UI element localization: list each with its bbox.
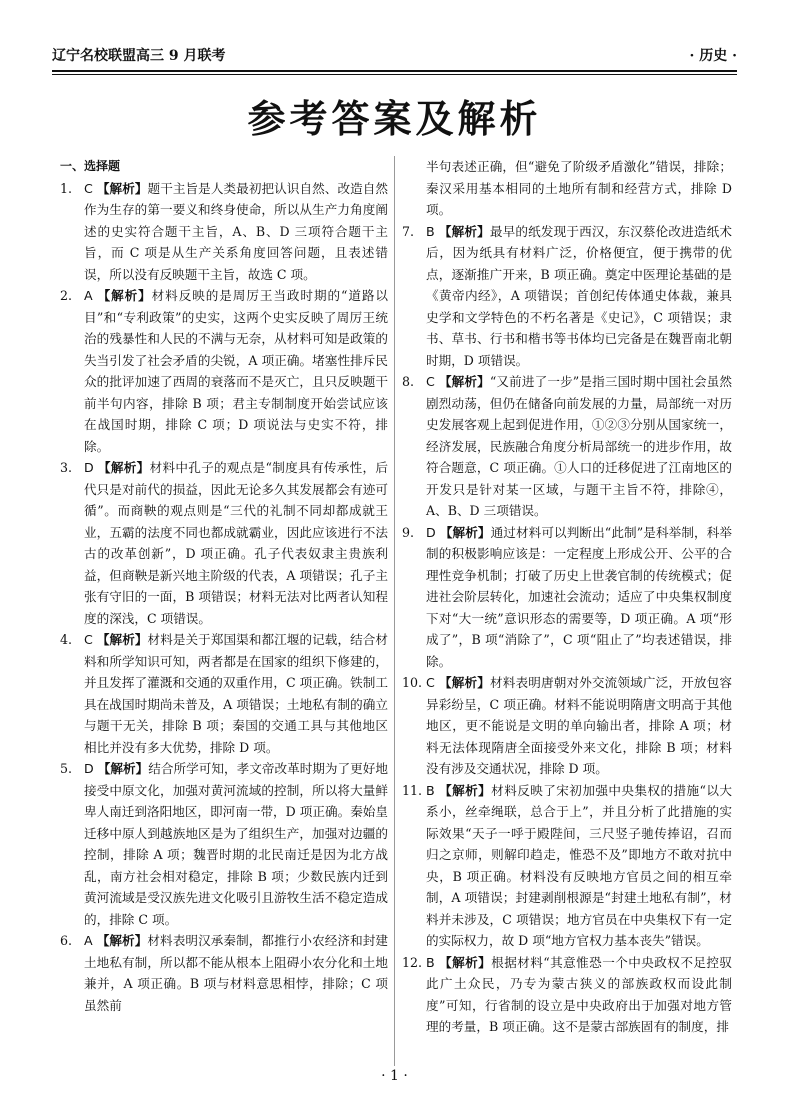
page-number: · 1 · xyxy=(381,1068,408,1084)
answer-item xyxy=(60,457,388,629)
answer-item xyxy=(402,780,732,952)
answer-item xyxy=(402,522,732,673)
answer-letter: A xyxy=(84,288,98,303)
answer-letter: C xyxy=(426,675,439,690)
analysis-tag: 【解析】 xyxy=(96,632,148,647)
answer-item xyxy=(60,285,388,457)
analysis-tag: 【解析】 xyxy=(97,761,149,776)
left-answer-list xyxy=(60,178,388,1017)
analysis-tag: 【解析】 xyxy=(439,524,491,540)
analysis-tag: 【解析】 xyxy=(96,933,148,948)
analysis-text: 材料反映了宋初加强中央集权的措施“以大系小，丝牵绳联，总合于上”，并且分析了此措施的实际效果“天子一呼于殿陛间，三尺竖子驰传捧诏，召而归之京师，则解印趋走，惟恐不及”即地方不敢对抗中央，B 项正确。材料没有反映地方官员之间的相互牵制，A 项错误；封建剥削根源是“封建土地私有制”，材料并未涉及，C 项错误；地方官员在中央集权下有一定的实际权力，故 D 项“地方官权力基本丧失”错误。 xyxy=(426,782,732,948)
question-number: 10. xyxy=(402,675,423,690)
answer-item xyxy=(402,371,732,522)
answer-item xyxy=(60,178,388,286)
analysis-text: 材料是关于郑国渠和都江堰的记载，结合材料和所学知识可知，两者都是在国家的组织下修建的，并且发挥了灌溉和交通的双重作用，C 项正确。铁制工具在战国时期尚未普及，A 项错误；土地私有制的确立与题干无关，排除 B 项；秦国的交通工具与其他地区相比并没有多大优势，排除 D 项。 xyxy=(84,632,389,755)
answer-item xyxy=(60,930,388,1016)
answer-letter: B xyxy=(426,954,440,970)
header-exam-name: 辽宁名校联盟高三 9 月联考 xyxy=(52,48,226,64)
answer-letter: A xyxy=(84,933,97,948)
analysis-text: 材料表明唐朝对外交流领域广泛，开放包容异彩纷呈，C 项正确。材料不能说明隋唐文明高于其他地区，更不能说是文明的单向输出者，排除 A 项；材料无法体现隋唐全面接受外来文化，排除 B 项；材料没有涉及交通状况，排除 D 项。 xyxy=(426,675,733,776)
answer-letter: C xyxy=(84,180,97,196)
analysis-tag: 【解析】 xyxy=(98,460,150,475)
analysis-text: 题干主旨是人类最初把认识自然、改造自然作为生存的第一要义和终身使命，所以从生产力角度阐述的史实符合题干主旨，A、B、D 三项符合题干主旨，而 C 项是从生产关系角度回答问题，且表述错误，所以没有反映题干主旨，故选 C 项。 xyxy=(84,180,389,282)
answer-letter: D xyxy=(426,524,440,540)
answer-item xyxy=(60,758,388,930)
header-rule-thick xyxy=(52,70,737,72)
question-number: 2. xyxy=(60,288,73,303)
answer-letter: B xyxy=(426,223,439,239)
answer-letter: D xyxy=(84,761,98,776)
analysis-text: 材料表明汉承秦制，都推行小农经济和封建土地私有制，所以都不能从根本上阻碍小农分化和土地兼并，A 项正确。B 项与材料意思相悖，排除；C 项虽然前 xyxy=(84,933,389,1013)
analysis-tag: 【解析】 xyxy=(438,374,490,389)
question-number: 6. xyxy=(60,933,73,948)
right-answer-list xyxy=(402,221,732,1038)
question-number: 3. xyxy=(60,460,73,475)
header-rule-thin xyxy=(52,74,737,75)
analysis-text: “又前进了一步”是指三国时期中国社会虽然剧烈动荡，但仍在储备向前发展的力量，局部统一对历史发展客观上起到促进作用，①②③分别从国家统一，经济发展，民族融合角度分析局部统一的进步作用，故符合题意，C 项正确。①人口的迁移促进了江南地区的开发只是针对某一区域，与题干主旨不符，排除④，A、B、D 三项错误。 xyxy=(426,374,732,518)
answer-item xyxy=(402,672,732,780)
header-subject: · 历史 · xyxy=(689,48,737,64)
analysis-text: 材料中孔子的观点是“制度具有传承性，后代只是对前代的损益，因此无论多久其发展都会有迹可循”。而商鞅的观点则是“三代的礼制不同却都成就王业，五霸的法度不同也都成就霸业，因此应该进行不法古的改革创新”，D 项正确。孔子代表奴隶主贵族利益，但商鞅是新兴地主阶级的代表，A 项错误；孔子主张有守旧的一面，B 项错误；材料无法对比两者认知程度的深浅，C 项错误。 xyxy=(84,460,388,626)
running-header xyxy=(52,44,737,66)
analysis-tag: 【解析】 xyxy=(97,288,152,303)
left-column xyxy=(60,156,388,1016)
question-number: 5. xyxy=(60,761,73,776)
answer-letter: B xyxy=(426,782,440,798)
question-number: 12. xyxy=(402,954,423,970)
analysis-text: 结合所学可知，孝文帝改革时期为了更好地接受中原文化，加强对黄河流域的控制，所以将大量鲜卑人南迁到洛阳地区，即河南一带，D 项正确。秦始皇迁移中原人到越族地区是为了组织生产，加强对边疆的控制，排除 A 项；魏晋时期的北民南迁是因为北方战乱，南方社会相对稳定，排除 B 项；少数民族内迁到黄河流域是受汉族先进文化吸引且游牧生活不稳定造成的，排除 C 项。 xyxy=(84,761,389,927)
answer-letter: C xyxy=(426,374,439,389)
right-column xyxy=(402,156,732,1038)
analysis-text: 通过材料可以判断出“此制”是科举制，科举制的积极影响应该是：一定程度上形成公开、公平的合理性竞争机制；打破了历史上世袭官制的传统模式；促进社会阶层转化，加速社会流动；适应了中央集权制度下对“大一统”意识形态的需要等，D 项正确。A 项“形成了”，B 项“消除了”，C 项“阻止了”均表述错误，排除。 xyxy=(426,524,732,669)
answer-letter: C xyxy=(84,632,97,647)
analysis-tag: 【解析】 xyxy=(439,954,492,970)
section-heading: 一、选择题 xyxy=(60,159,121,173)
question-number: 9. xyxy=(402,524,415,540)
continued-paragraph: 半句表述正确，但“避免了阶级矛盾激化”错误，排除；秦汉采用基本相同的土地所有制和经营方式，排除 D 项。 xyxy=(426,159,732,217)
analysis-tag: 【解析】 xyxy=(438,675,490,690)
analysis-tag: 【解析】 xyxy=(438,223,490,239)
column-divider xyxy=(394,156,395,1066)
analysis-text: 材料反映的是周厉王当政时期的“道路以目”和“专利政策”的史实，这两个史实反映了周厉王统治的残暴性和人民的不满与无奈，从材料可知是政策的失当引发了社会矛盾的尖锐，A 项正确。堵塞性排斥民众的批评加速了西周的衰落而不是灭亡，且只反映题干前半句内容，排除 B 项；君主专制制度开始尝试应该在战国时期，排除 C 项；D 项说法与史实不符，排除。 xyxy=(84,288,388,454)
question-number: 1. xyxy=(60,180,73,196)
answer-letter: D xyxy=(84,460,98,475)
question-number: 11. xyxy=(402,782,423,798)
question-number: 4. xyxy=(60,632,73,647)
analysis-tag: 【解析】 xyxy=(96,180,148,196)
question-number: 7. xyxy=(402,223,415,239)
answer-item xyxy=(402,952,732,1038)
answer-item xyxy=(402,221,732,372)
analysis-tag: 【解析】 xyxy=(439,782,492,798)
analysis-text: 最早的纸发现于西汉，东汉蔡伦改进造纸术后，因为纸具有材料广泛，价格便宜，便于携带的优点，逐渐推广开来，B 项正确。奠定中医理论基础的是《黄帝内经》，A 项错误；首创纪传体通史体裁，兼具史学和文学特色的不朽名著是《史记》，C 项错误；隶书、草书、行书和楷书等书体均已完备是在魏晋南北朝时期，D 项错误。 xyxy=(426,223,733,368)
answer-item xyxy=(60,629,388,758)
analysis-text: 根据材料“其意惟恐一个中央政权不足控驭此广土众民，乃专为蒙古狭义的部族政权而设此制度”可知，行省制的设立是中央政府出于加强对地方管理的考量，B 项正确。这不是蒙古部族固有的制度，排 xyxy=(426,954,732,1034)
page-title: 参考答案及解析 xyxy=(247,97,542,141)
question-number: 8. xyxy=(402,374,415,389)
